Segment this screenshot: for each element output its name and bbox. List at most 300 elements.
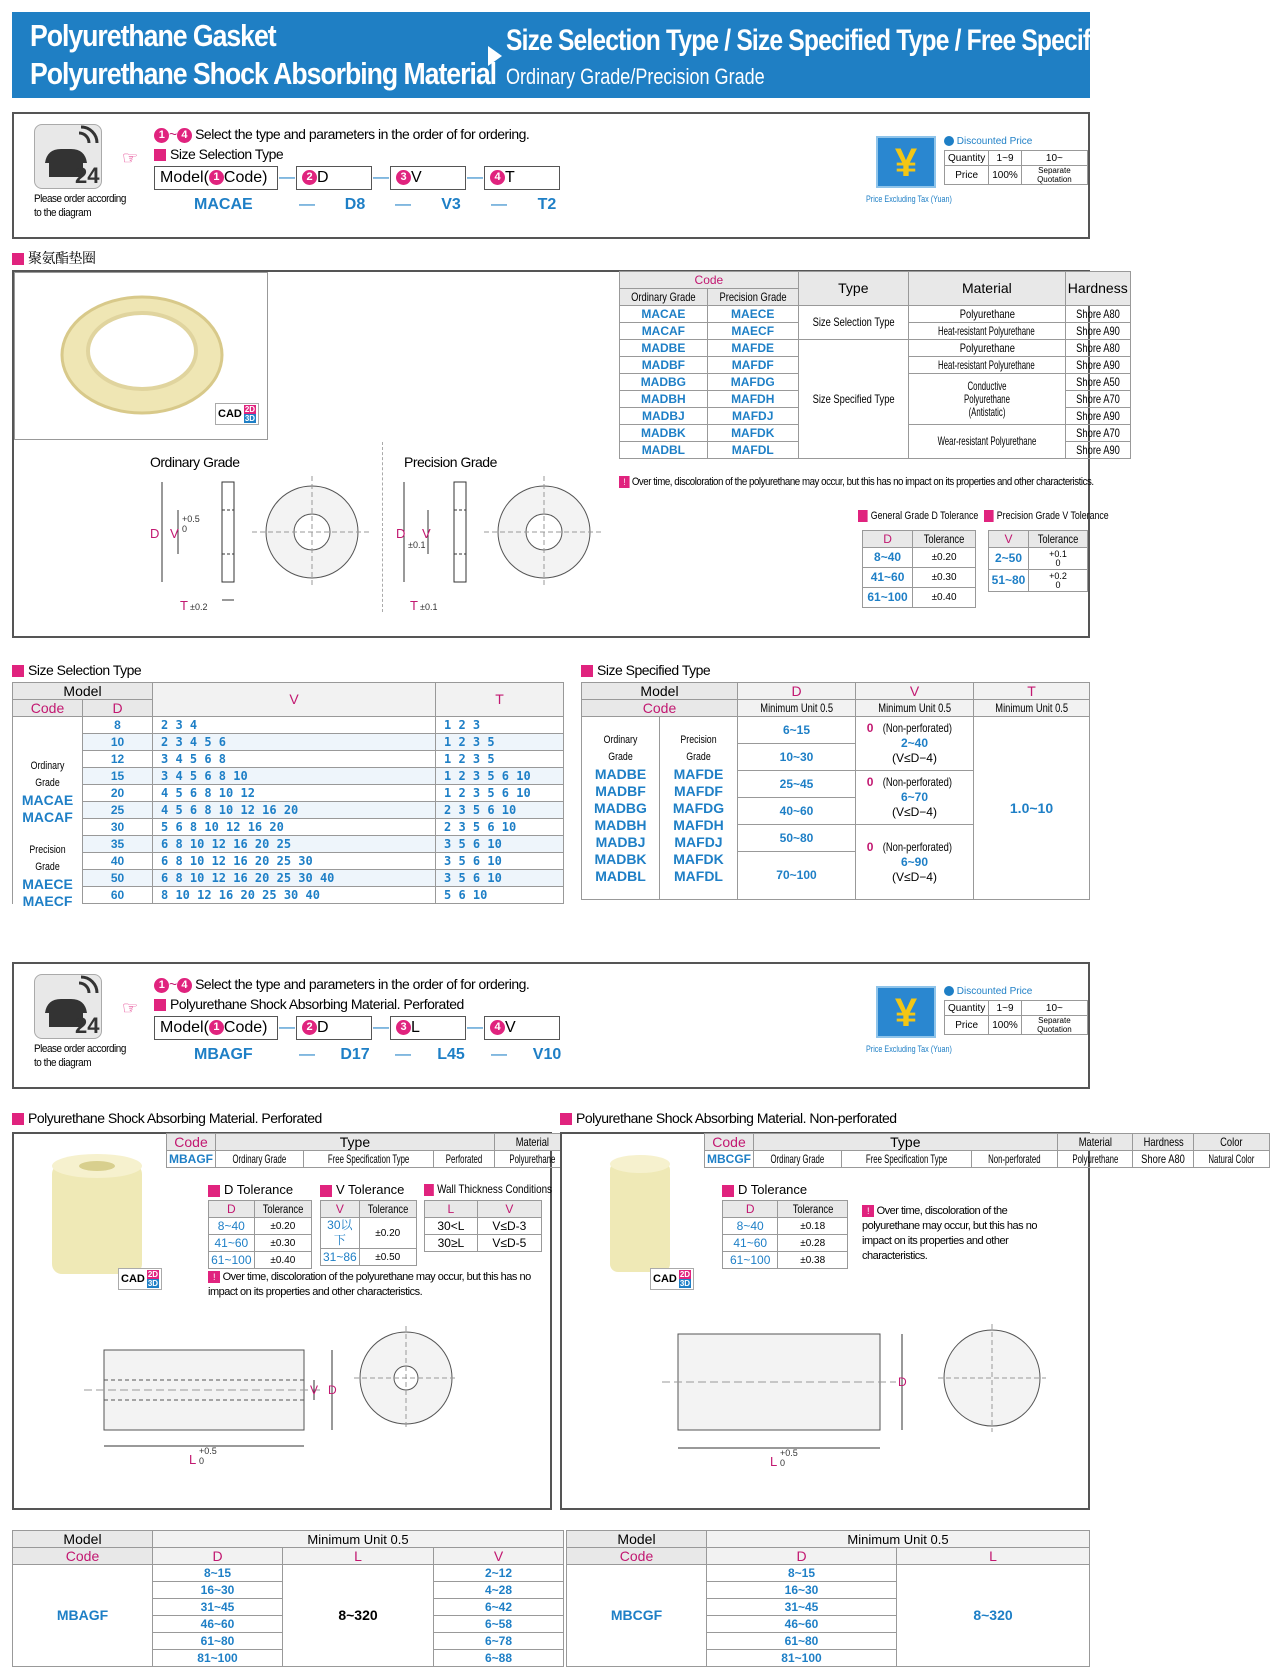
perf-v-tolerance-table: [320, 1200, 417, 1266]
table-row: [863, 548, 976, 568]
v-values: 5 6 8 10 12 16 20: [153, 819, 436, 836]
col-model: Model: [582, 683, 738, 700]
v-zero: 0: [866, 775, 874, 789]
step-4-badge: 4: [177, 978, 192, 993]
header-grades: Ordinary Grade/Precision Grade: [506, 64, 765, 89]
cad-3d: 3D: [147, 1279, 159, 1288]
phone-24-icon: [34, 974, 102, 1039]
min-unit: Minimum Unit 0.5: [878, 700, 951, 715]
d-tol: ±0.40: [254, 1252, 311, 1269]
col-code: Code: [582, 700, 738, 717]
v-zero: 0: [866, 839, 874, 854]
perf-d-tolerance-table: [208, 1200, 312, 1269]
d-range: 46~60: [707, 1616, 897, 1633]
nonperforated-size-table: [566, 1530, 1090, 1667]
table-row: [13, 853, 564, 870]
note-text: Over time, discoloration of the polyurethane may occur, but this has no impact on its properties and other characteristics.: [862, 1205, 1037, 1262]
model-code-box: [154, 166, 278, 190]
code-prec: MAFDK: [707, 425, 798, 442]
code: MBAGF: [167, 1151, 216, 1168]
cad-badge[interactable]: [215, 403, 259, 425]
order-subtitle: [154, 996, 464, 1012]
dash: —: [279, 169, 295, 187]
nonperf-title-text: Polyurethane Shock Absorbing Material. Non-perforated: [576, 1110, 897, 1126]
dim-t: T: [410, 598, 418, 613]
hardness: Shore A80: [1141, 1151, 1186, 1166]
d-range: 61~80: [707, 1633, 897, 1650]
order-example: [194, 196, 582, 214]
v-zero: 0: [866, 721, 874, 735]
cad-2d: 2D: [244, 405, 256, 414]
material-wear: Wear-resistant Polyurethane: [937, 434, 1037, 448]
order-subtitle: [154, 146, 283, 162]
col-code: Code: [567, 1548, 707, 1565]
t-values: 3 5 6 10: [436, 836, 564, 853]
v-tol-up: +0.1: [1049, 548, 1067, 559]
nonperf-note: [862, 1204, 1062, 1264]
ordinary-grade-drawing: [142, 462, 362, 612]
l-range: 8~320: [283, 1565, 434, 1667]
yen-symbol: ¥: [894, 141, 918, 185]
code: MADBL: [595, 867, 646, 884]
hardness: Shore A70: [1075, 425, 1120, 440]
table-row: [620, 340, 1131, 357]
model-label: Model(: [160, 1019, 209, 1036]
code: MBCGF: [567, 1565, 707, 1667]
perf-wall-title: [424, 1182, 552, 1196]
code: MAFDH: [673, 816, 724, 833]
code-ord: MACAF: [620, 323, 708, 340]
d-label: D: [317, 169, 329, 186]
dim-l: L: [770, 1454, 778, 1469]
col-d: D: [153, 1548, 283, 1565]
v-tol-up: +0.2: [1049, 570, 1067, 581]
col-l: L: [283, 1548, 434, 1565]
disc-text: Discounted Price: [956, 136, 1033, 147]
step-3-inline: 3: [396, 1020, 411, 1035]
d-range: 8~40: [209, 1218, 255, 1235]
table-row: [13, 836, 564, 853]
t-values: 1 2 3 5: [436, 751, 564, 768]
divider: [382, 442, 383, 612]
v-np: (Non-perforated): [883, 775, 953, 789]
v-range: 6~70: [900, 790, 929, 804]
example-code: MBAGF: [194, 1046, 253, 1063]
v-range: 4~28: [434, 1582, 564, 1599]
table-row: [13, 819, 564, 836]
d-value: 20: [83, 785, 153, 802]
d-range: 25~45: [738, 771, 856, 798]
step-1-inline: 1: [209, 170, 224, 185]
tel-24: 24: [75, 1013, 100, 1038]
dash: —: [467, 1019, 483, 1037]
table-row: [723, 1252, 848, 1269]
note-text: Over time, discoloration of the polyurethane may occur, but this has no impact on its properties and other characteristics.: [631, 476, 1094, 488]
col-t: T: [974, 683, 1090, 700]
d-range: 31~45: [153, 1599, 283, 1616]
hardness: Shore A80: [1075, 306, 1120, 321]
t-values: 1 2 3 5: [436, 734, 564, 751]
d-box: [296, 166, 372, 190]
sp-prec-label: Precision Grade: [680, 733, 717, 763]
d-range: 46~60: [153, 1616, 283, 1633]
material: Polyurethane: [959, 306, 1015, 321]
col-v: V: [477, 1201, 541, 1218]
v-tol: ±0.20: [359, 1218, 416, 1249]
dash: —: [395, 196, 411, 213]
col-v: V: [989, 531, 1029, 548]
d-range: 31~45: [707, 1599, 897, 1616]
range-sep: ~: [169, 976, 177, 992]
order-subtitle-text: Size Selection Type: [170, 146, 284, 162]
grade: Ordinary Grade: [770, 1151, 825, 1166]
table-row: [13, 887, 564, 904]
col-material: Material: [515, 1134, 549, 1149]
qty-1: 1~9: [989, 151, 1022, 166]
col-model: Model: [567, 1531, 707, 1548]
phone-24-icon: [34, 124, 102, 189]
dim-d: D: [898, 1375, 907, 1389]
cad-3d: 3D: [244, 414, 256, 423]
color: Natural Color: [1208, 1151, 1255, 1166]
code-ord: MADBJ: [620, 408, 708, 425]
order-example: [194, 1046, 582, 1064]
code-ord: MADBG: [620, 374, 708, 391]
col-v: V: [434, 1548, 564, 1565]
nonperf-d-tolerance-table: [722, 1200, 848, 1269]
v-tol-low: 0: [1055, 579, 1061, 590]
v-range: 2~40: [900, 736, 929, 750]
dim-d: D: [396, 526, 406, 541]
material: Heat-resistant Polyurethane: [938, 323, 1036, 338]
order-note: Please order according to the diagram: [34, 1043, 126, 1069]
col-code: Code: [13, 1548, 153, 1565]
t-values: 2 3 5 6 10: [436, 802, 564, 819]
col-t: T: [436, 683, 564, 717]
code-ord: MADBF: [620, 357, 708, 374]
example-v: V10: [532, 1046, 562, 1063]
t-values: 3 5 6 10: [436, 853, 564, 870]
v-values: 3 4 5 6 8 10: [153, 768, 436, 785]
ss-ord-label: Ordinary Grade: [30, 760, 65, 789]
cad-badge[interactable]: [118, 1268, 162, 1290]
cad-label: CAD: [121, 1272, 145, 1285]
cad-label: CAD: [218, 407, 242, 420]
sp-title-text: Size Specified Type: [597, 662, 711, 678]
material-conductive: Conductive Polyurethane (Antistatic): [963, 378, 1010, 419]
dim-t-tol: ±0.1: [420, 602, 438, 612]
code-prec: MAFDE: [707, 340, 798, 357]
code-prec: MAFDH: [707, 391, 798, 408]
v-range: 30以下: [321, 1218, 360, 1249]
discounted-price-label: [944, 136, 1032, 147]
d-value: 12: [83, 751, 153, 768]
table-row: [989, 570, 1088, 592]
d-value: 25: [83, 802, 153, 819]
pointing-hand-icon: ☞: [122, 998, 139, 1018]
perf-wt-text: Wall Thickness Conditions: [437, 1182, 552, 1196]
dim-v-tol: +0.5: [182, 514, 200, 524]
d-value: 15: [83, 768, 153, 785]
ss-title-text: Size Selection Type: [28, 662, 142, 678]
v-label: V: [505, 1019, 516, 1036]
l-cond: 30≥L: [425, 1235, 478, 1252]
v-range: 51~80: [989, 570, 1029, 592]
v-values: 3 4 5 6 8: [153, 751, 436, 768]
v-values: 6 8 10 12 16 20 25 30: [153, 853, 436, 870]
dim-d: D: [150, 526, 160, 541]
precision-grade-label: Precision Grade: [404, 454, 497, 470]
d-range: 8~15: [707, 1565, 897, 1582]
size-specified-title: [581, 662, 710, 678]
code: MAFDE: [673, 765, 724, 782]
dim-t: T: [180, 598, 188, 613]
col-tol: Tolerance: [1037, 531, 1079, 546]
dash: —: [279, 1019, 295, 1037]
gasket-photo: [14, 272, 268, 440]
cad-2d: 2D: [679, 1270, 691, 1279]
d-range: 70~100: [738, 852, 856, 900]
t-values: 1 2 3 5 6 10: [436, 785, 564, 802]
hardness: Shore A80: [1075, 340, 1120, 355]
dim-l: L: [189, 1452, 197, 1467]
v-tol-title: [984, 510, 1109, 522]
col-tol: Tolerance: [367, 1201, 409, 1216]
t-values: 2 3 5 6 10: [436, 819, 564, 836]
code: MAFDL: [674, 867, 723, 884]
v-tol-low: 0: [1055, 557, 1061, 568]
code-ord: MADBK: [620, 425, 708, 442]
perf-title-text: Polyurethane Shock Absorbing Material. Perforated: [28, 1110, 322, 1126]
table-row: [13, 734, 564, 751]
table-row: [13, 751, 564, 768]
col-tol: Tolerance: [792, 1201, 833, 1216]
d-range: 41~60: [209, 1235, 255, 1252]
table-row: [863, 588, 976, 608]
order-box-1: [12, 112, 1090, 239]
perforated-photo: [22, 1142, 170, 1292]
d-label: D: [317, 1019, 329, 1036]
warning-icon: !: [619, 476, 630, 488]
qty-2: 10~: [1021, 1001, 1087, 1016]
col-d: D: [707, 1548, 897, 1565]
perforated-size-table: [12, 1530, 564, 1667]
v-box: [484, 1016, 560, 1040]
d-tol: ±0.38: [778, 1252, 848, 1269]
col-hardness: Hardness: [1065, 272, 1130, 306]
table-row: [13, 802, 564, 819]
v-tol-title-text: Precision Grade V Tolerance: [996, 510, 1109, 522]
example-t: T2: [537, 196, 557, 213]
type: Free Specification Type: [865, 1151, 947, 1166]
size-selection-title: [12, 662, 141, 678]
dim-v: V: [310, 1383, 319, 1397]
dash: —: [373, 169, 389, 187]
v-cond: V≤D-3: [477, 1218, 541, 1235]
pink-square-icon: [12, 253, 24, 265]
col-type: Type: [216, 1134, 495, 1151]
code-prec: MAFDG: [707, 374, 798, 391]
warning-icon: !: [862, 1205, 874, 1217]
dim-l-tol: +0.5: [199, 1446, 217, 1456]
min-unit: Minimum Unit 0.5: [153, 1531, 564, 1548]
material: Polyurethane: [959, 340, 1015, 355]
step-2-inline: 2: [302, 1020, 317, 1035]
v-range: 6~42: [434, 1599, 564, 1616]
l-label: L: [411, 1019, 420, 1036]
col-material: Material: [1078, 1134, 1112, 1149]
dim-v-tol0: 0: [182, 524, 188, 534]
range-sep: ~: [169, 126, 177, 142]
v-box: [390, 166, 466, 190]
table-row: [321, 1218, 417, 1249]
price-2: Separate Quotation: [1021, 1016, 1087, 1035]
d-range: 61~100: [209, 1252, 255, 1269]
v-range: 6~90: [900, 854, 929, 869]
table-row: [723, 1235, 848, 1252]
grade: Ordinary Grade: [232, 1151, 287, 1166]
v-tol: ±0.50: [359, 1249, 416, 1266]
d-tol: ±0.30: [913, 568, 976, 588]
d-range: 40~60: [738, 798, 856, 825]
d-range: 61~80: [153, 1633, 283, 1650]
price-tax-note: Price Excluding Tax (Yuan): [866, 1044, 952, 1054]
precision-grade-drawing: [394, 462, 614, 612]
v-cond: V≤D-5: [477, 1235, 541, 1252]
dim-v: V: [170, 526, 179, 541]
col-precision: Precision Grade: [719, 289, 787, 304]
col-v: V: [321, 1201, 360, 1218]
arrow-right-icon: [488, 46, 502, 66]
code: MADBJ: [595, 833, 646, 850]
example-d: D17: [340, 1046, 370, 1063]
v-values: 8 10 12 16 20 25 30 40: [153, 887, 436, 904]
ss-code-2: MACAF: [22, 809, 73, 825]
d-value: 60: [83, 887, 153, 904]
d-box: [296, 1016, 372, 1040]
v-np: (Non-perforated): [883, 839, 953, 854]
order-instruction: [154, 976, 529, 993]
qty-label: Quantity: [945, 151, 989, 166]
dash: —: [491, 196, 507, 213]
table-row: [863, 568, 976, 588]
code: MADBG: [594, 799, 647, 816]
material: Polyurethane: [509, 1151, 556, 1166]
t-values: 1 2 3 5 6 10: [436, 768, 564, 785]
dim-l-tol0: 0: [780, 1458, 786, 1468]
nonperforated-drawing: [622, 1314, 1082, 1494]
perforated-title: [12, 1110, 322, 1126]
d-tol: ±0.28: [778, 1235, 848, 1252]
table-row: [321, 1249, 417, 1266]
code-ord: MADBL: [620, 442, 708, 459]
code-prec: MAECF: [707, 323, 798, 340]
d-tol: ±0.20: [254, 1218, 311, 1235]
code: MAFDF: [674, 782, 723, 799]
perforated-drawing: [74, 1314, 544, 1494]
v-range: 6~78: [434, 1633, 564, 1650]
table-row: [13, 1565, 564, 1582]
d-range: 81~100: [153, 1650, 283, 1667]
ss-code-3: MAECE: [22, 876, 73, 892]
v-values: 2 3 4: [153, 717, 436, 734]
col-type: Type: [754, 1134, 1058, 1151]
price-1: 100%: [989, 1016, 1022, 1035]
ss-prec-label: Precision Grade: [29, 844, 66, 873]
d-tol: ±0.30: [254, 1235, 311, 1252]
title-line-1: Polyurethane Gasket: [30, 18, 276, 53]
step-4-badge: 4: [177, 128, 192, 143]
order-instruction: [154, 126, 529, 143]
perf-dt-text: D Tolerance: [224, 1182, 294, 1197]
d-tol: ±0.18: [778, 1218, 848, 1235]
d-value: 10: [83, 734, 153, 751]
step-2-inline: 2: [302, 170, 317, 185]
table-row: [705, 1151, 1270, 1168]
min-unit: Minimum Unit 0.5: [760, 700, 833, 715]
model-code-box: [154, 1016, 278, 1040]
code: MAFDK: [673, 850, 724, 867]
v-np: (Non-perforated): [883, 721, 953, 735]
cad-2d: 2D: [147, 1270, 159, 1279]
v-values: 4 5 6 8 10 12: [153, 785, 436, 802]
table-row: [567, 1565, 1090, 1582]
example-l: L45: [437, 1046, 465, 1063]
col-tol: Tolerance: [262, 1201, 304, 1216]
hardness: Shore A90: [1075, 408, 1120, 423]
d-tolerance-table: [862, 530, 976, 608]
gasket-spec-table: [619, 271, 1131, 459]
v-values: 2 3 4 5 6: [153, 734, 436, 751]
d-value: 8: [83, 717, 153, 734]
pink-square-icon: [154, 149, 166, 161]
d-range: 16~30: [153, 1582, 283, 1599]
type-size-specified: Size Specified Type: [812, 391, 895, 406]
d-value: 40: [83, 853, 153, 870]
yen-symbol: ¥: [894, 991, 918, 1035]
table-row: [209, 1218, 312, 1235]
code-label: Code): [223, 169, 268, 186]
nonperforated-title: [560, 1110, 897, 1126]
yen-icon: [876, 986, 936, 1038]
t-box: [484, 166, 560, 190]
price-label: Price: [945, 1016, 989, 1035]
ordinary-grade-label: Ordinary Grade: [150, 454, 240, 470]
d-value: 30: [83, 819, 153, 836]
dash: —: [299, 196, 315, 213]
example-v: V3: [441, 196, 461, 213]
v-cond: (V≤D−4): [892, 751, 937, 765]
dim-d-tol: ±0.1: [408, 540, 426, 550]
disc-text: Discounted Price: [956, 986, 1033, 997]
t-values: 3 5 6 10: [436, 870, 564, 887]
cad-3d: 3D: [679, 1279, 691, 1288]
step-3-inline: 3: [396, 170, 411, 185]
d-range: 41~60: [863, 568, 913, 588]
perf-v-tol-title: [320, 1182, 404, 1197]
dim-d: D: [328, 1383, 337, 1397]
qty-2: 10~: [1021, 151, 1087, 166]
code-prec: MAFDJ: [707, 408, 798, 425]
col-d: D: [83, 700, 153, 717]
step-4-inline: 4: [490, 1020, 505, 1035]
step-1-inline: 1: [209, 1020, 224, 1035]
code-prec: MAECE: [707, 306, 798, 323]
price-table: [944, 1000, 1088, 1035]
min-unit: Minimum Unit 0.5: [995, 700, 1068, 715]
cad-badge[interactable]: [650, 1268, 694, 1290]
col-material: Material: [908, 272, 1065, 306]
